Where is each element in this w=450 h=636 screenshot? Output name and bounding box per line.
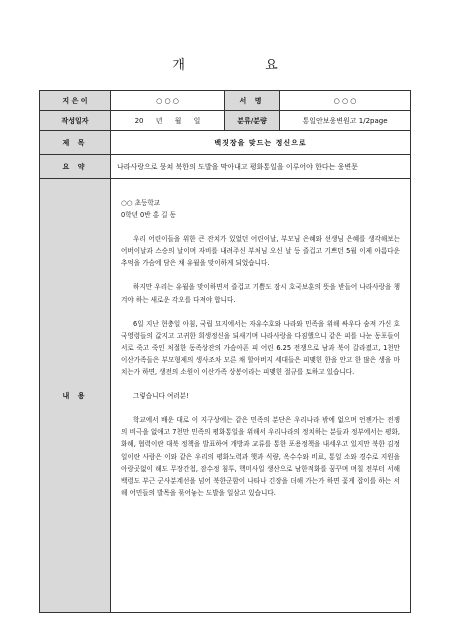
source-label: 서 명 xyxy=(225,91,280,111)
content-body xyxy=(111,179,411,613)
paragraph-3: 6일 지난 현충일 아침, 국립 묘지에서는 자유수호와 나라와 민족을 위해 싸우다 숨져 가신 호국영령들의 값지고 고귀한 희생정신을 되새기며 나라사랑을 다짐했으니 같은 피를 나눈 동포들이 서로 죽고 죽인 처절한 동족상잔의 가슴아픈 피 어린 6.25 전쟁으로 남과 북이 갈라졌고, 1천만 이산가족들은 부모형제의 생사조차 모른 채 할아버지 세대들은 피맺힌 한을 안고 한 많은 생을 마치는가 하면, 생전의 소원이 이산가족 상봉이라는 피맺힌 절규를 토하고 있습니다. xyxy=(121,319,400,377)
school-line: ○○ 초등학교 xyxy=(121,199,161,207)
author-label: 지 은 이 xyxy=(40,91,111,111)
category-label: 분류/분량 xyxy=(225,111,280,131)
document-title: 백짓장을 맞드는 정신으로 xyxy=(111,131,411,155)
summary-form-table xyxy=(39,90,411,613)
summary-label: 요 약 xyxy=(40,155,111,179)
page-title: 개 요 xyxy=(172,58,316,73)
title-label: 제 목 xyxy=(40,131,111,155)
date-value: 20 년 월 일 xyxy=(111,111,225,131)
content-label: 내 용 xyxy=(40,179,111,613)
paragraph-1: 우리 어린이들을 위한 큰 잔치가 있었던 어린이날, 부모님 은혜와 선생님 은혜를 생각해보는 어버이날과 스승의 날이며 자비를 내려주신 부처님 오신 날 등 즐겁고 기쁘던 5월 이제 아름다운 추억을 가슴에 담은 채 유월을 맞이하게 되었습니다. xyxy=(121,235,400,268)
source-value: ○ ○ ○ xyxy=(280,91,411,111)
date-label: 작성일자 xyxy=(40,111,111,131)
summary-value: 나라사랑으로 뭉쳐 북한의 도발을 막아내고 평화통일을 이루어야 한다는 웅변문 xyxy=(111,155,411,179)
speaker-line: 0학년 0반 홍 길 동 xyxy=(121,211,176,220)
paragraph-2: 하지만 우리는 유월을 맞이하면서 즐겁고 기쁨도 잠시 호국보훈의 뜻을 받들어 나라사랑을 챙겨야 하는 새로운 각오를 다져야 합니다. xyxy=(121,283,400,304)
paragraph-5: 학교에서 배운 대로 이 지구상에는 같은 민족의 분단은 우리나라 밖에 없으며 언젠가는 전쟁의 비극을 없애고 7천만 민족의 평화통일을 위해서 우리나라의 정치하는 분들과 정부에서는 평화, 화해, 협력이란 대북 정책을 발표하여 개방과 교류를 통한 포용정책을 내세우고 있지만 북한 김정일이란 사람은 이와 같은 우리의 평화노력과 햇과 식량, 옥수수와 비료, 통일 소와 경수로 지원을 아랑곳없이 해도 무장간첩, 잠수정 침투, 핵미사일 생산으로 남한적화를 꿈꾸며 며칠 전부터 서해 백령도 부근 군사분계선을 넘어 북한군함이 나타나 긴장을 더해 가는가 하면 꽃게 잡이를 하는 서해 어민들의 발목을 묶어놓는 도발을 일삼고 있습니다. xyxy=(121,416,400,497)
category-value: 통일안보웅변원고 1/2page xyxy=(280,111,411,131)
author-value: ○ ○ ○ xyxy=(111,91,225,111)
paragraph-4: 그렇습니다 여러분! xyxy=(133,392,189,401)
